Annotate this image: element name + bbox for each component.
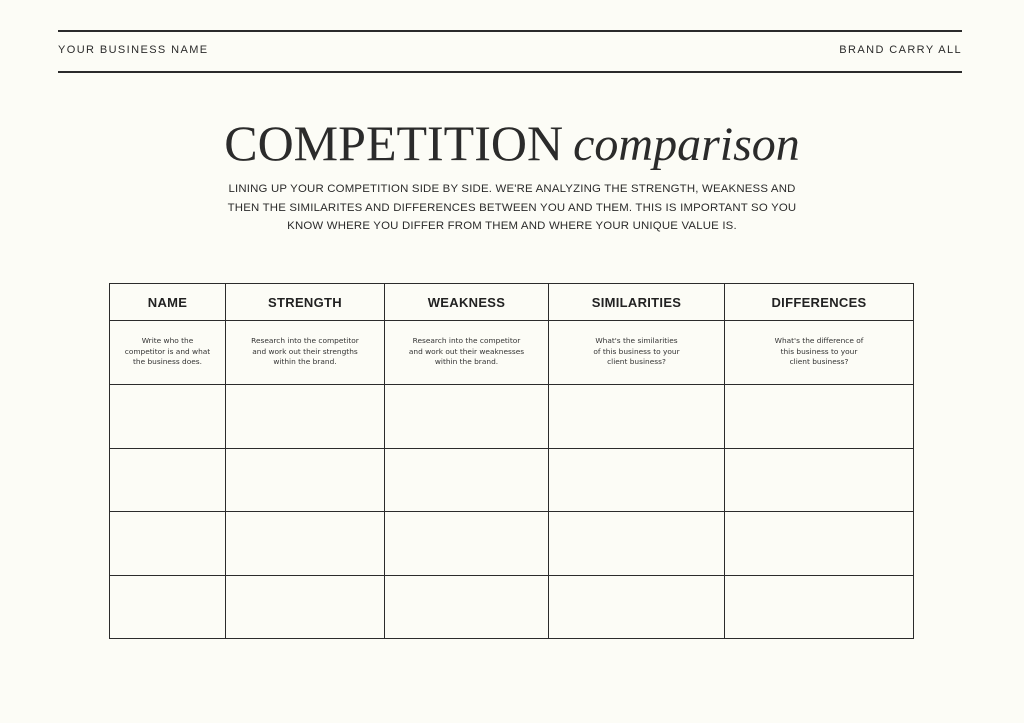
hint-cell-name (110, 321, 226, 385)
entry-cell-differences[interactable] (725, 512, 914, 575)
table-row (110, 385, 914, 448)
hint-differences: What's the difference of this business to your client business? (774, 336, 864, 367)
table-row (110, 512, 914, 575)
entry-cell-name[interactable] (110, 512, 226, 575)
page-title-main: COMPETITION (224, 115, 564, 171)
entry-cell-weakness[interactable] (385, 512, 549, 575)
hint-cell-similarities (549, 321, 725, 385)
top-rule (58, 30, 962, 32)
entry-cell-name[interactable] (110, 448, 226, 511)
table-row (110, 448, 914, 511)
entry-cell-similarities[interactable] (549, 385, 725, 448)
intro-text: LINING UP YOUR COMPETITION SIDE BY SIDE. WE'RE ANALYZING THE STRENGTH, WEAKNESS AND THEN THE SIMILARITES AND DIFFERENCES BETWEEN YOU AND THEM. THIS IS IMPORTANT SO YOU KNOW WHERE YOU DIFFER FROM THEM AND WHERE YOUR UNIQUE VALUE IS. (227, 183, 797, 233)
bottom-rule (58, 71, 962, 73)
business-name: YOUR BUSINESS NAME (58, 44, 209, 56)
entry-cell-differences[interactable] (725, 448, 914, 511)
hint-strength: Research into the competitor and work out their strengths within the brand. (251, 336, 359, 367)
column-header-similarities: SIMILARITIES (549, 284, 725, 321)
page-title (0, 114, 1024, 172)
entry-cell-strength[interactable] (226, 385, 385, 448)
entry-cell-weakness[interactable] (385, 385, 549, 448)
hint-cell-differences (725, 321, 914, 385)
hint-cell-strength (226, 321, 385, 385)
hint-similarities: What's the similarities of this business to your client business? (593, 336, 680, 367)
entry-cell-differences[interactable] (725, 575, 914, 638)
entry-cell-weakness[interactable] (385, 448, 549, 511)
entry-cell-strength[interactable] (226, 448, 385, 511)
entry-cell-name[interactable] (110, 575, 226, 638)
entry-cell-strength[interactable] (226, 512, 385, 575)
hint-cell-weakness (385, 321, 549, 385)
table-header-row (110, 284, 914, 321)
brand-name: BRAND CARRY ALL (839, 44, 962, 56)
column-header-strength: STRENGTH (226, 284, 385, 321)
table-row (110, 575, 914, 638)
entry-cell-strength[interactable] (226, 575, 385, 638)
page-title-accent: comparison (573, 118, 800, 171)
entry-cell-differences[interactable] (725, 385, 914, 448)
entry-cell-weakness[interactable] (385, 575, 549, 638)
hint-name: Write who the competitor is and what the business does. (124, 336, 211, 367)
column-header-name: NAME (110, 284, 226, 321)
column-header-differences: DIFFERENCES (725, 284, 914, 321)
hint-row (110, 321, 914, 385)
entry-cell-similarities[interactable] (549, 575, 725, 638)
hint-weakness: Research into the competitor and work out their weaknesses within the brand. (408, 336, 525, 367)
comparison-table (109, 283, 914, 639)
column-header-weakness: WEAKNESS (385, 284, 549, 321)
entry-cell-similarities[interactable] (549, 512, 725, 575)
entry-cell-name[interactable] (110, 385, 226, 448)
entry-cell-similarities[interactable] (549, 448, 725, 511)
